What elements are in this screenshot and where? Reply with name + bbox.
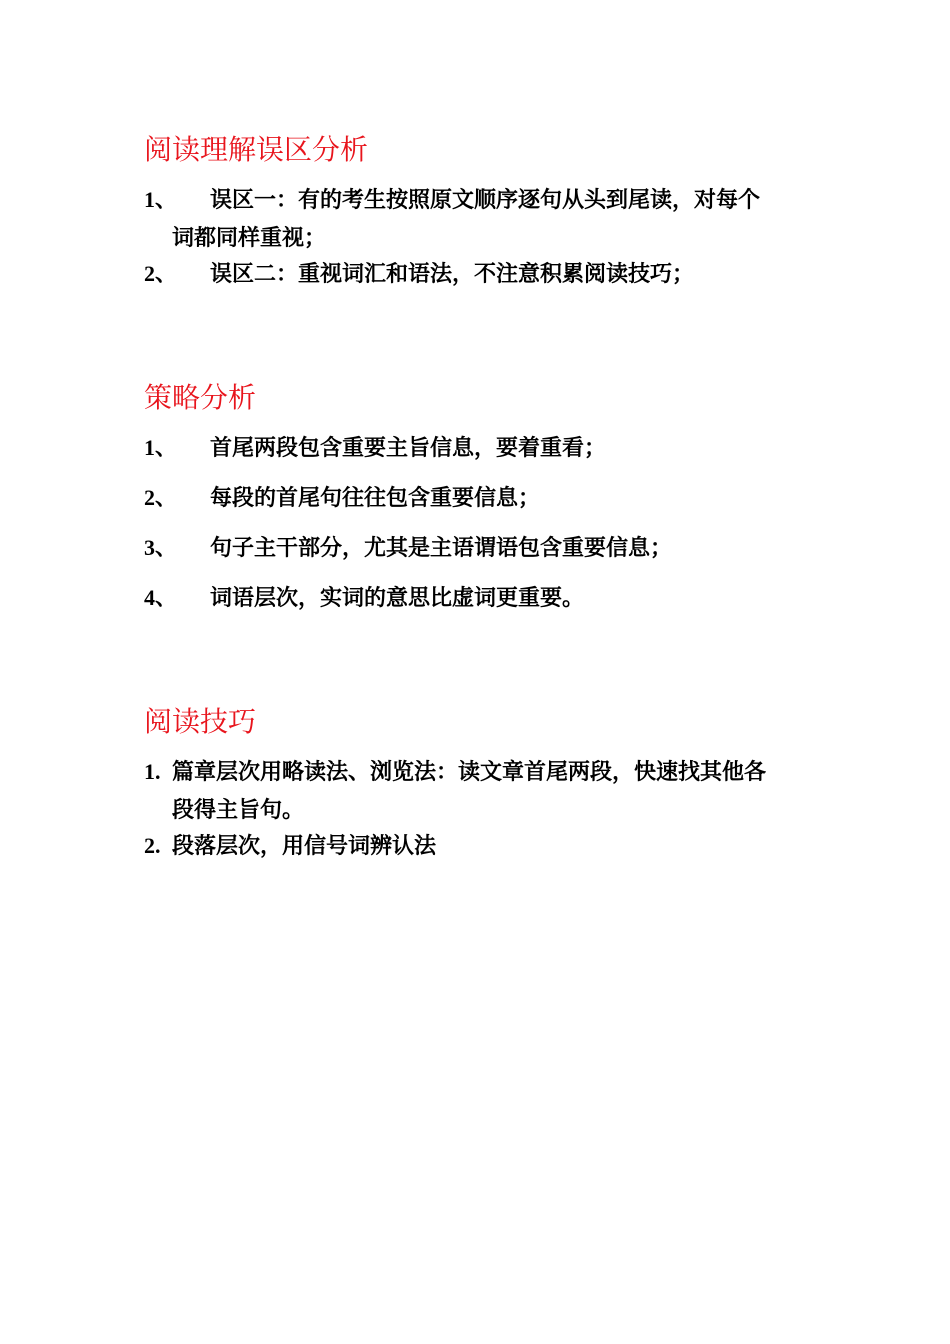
list-item-number: 4、 <box>144 585 178 610</box>
list-item-text: 篇章层次用略读法、浏览法：读文章首尾两段，快速找其他各 <box>172 759 767 785</box>
list-item <box>144 753 824 829</box>
list-item-continuation: 词都同样重视； <box>172 225 327 251</box>
list-item-number: 3、 <box>144 535 178 560</box>
section-heading-misconceptions: 阅读理解误区分析 <box>144 133 369 166</box>
section-heading-reading-skills: 阅读技巧 <box>144 705 257 738</box>
list-item-number: 2. <box>144 833 161 858</box>
list-item-text: 误区一：有的考生按照原文顺序逐句从头到尾读，对每个 <box>210 187 761 213</box>
list-item-text: 每段的首尾句往往包含重要信息； <box>210 485 541 511</box>
list-item <box>144 579 824 617</box>
list-item-number: 1. <box>144 759 161 784</box>
list-item <box>144 827 824 865</box>
list-item-text: 误区二：重视词汇和语法，不注意积累阅读技巧； <box>210 261 695 287</box>
list-item <box>144 529 824 567</box>
list-item-number: 1、 <box>144 187 178 212</box>
list-item-text: 首尾两段包含重要主旨信息，要着重看； <box>210 435 607 461</box>
section-heading-strategy: 策略分析 <box>144 381 257 414</box>
list-item <box>144 255 824 293</box>
list-item-text: 句子主干部分，尤其是主语谓语包含重要信息； <box>210 535 673 561</box>
list-item-text: 词语层次，实词的意思比虚词更重要。 <box>210 585 585 611</box>
list-item-text: 段落层次，用信号词辨认法 <box>172 833 437 859</box>
list-item-number: 2、 <box>144 485 178 510</box>
list-item-number: 1、 <box>144 435 178 460</box>
list-item-continuation: 段得主旨句。 <box>172 797 305 823</box>
list-item <box>144 479 824 517</box>
list-item-number: 2、 <box>144 261 178 286</box>
list-item <box>144 181 824 257</box>
list-item <box>144 429 824 467</box>
